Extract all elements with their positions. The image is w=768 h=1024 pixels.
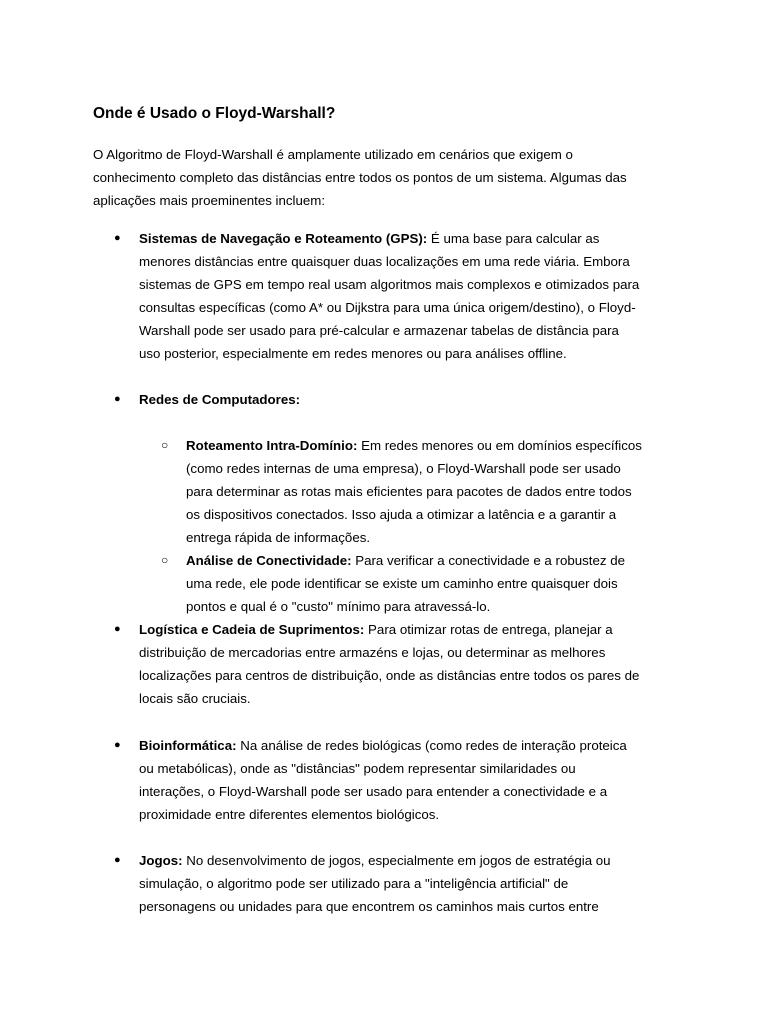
bullet-icon: ● <box>114 854 121 866</box>
list-item-label: Bioinformática: <box>139 738 237 753</box>
page-title: Onde é Usado o Floyd-Warshall? <box>93 105 336 122</box>
list-item-text <box>139 227 699 365</box>
list-item-label: Jogos: <box>139 853 183 868</box>
list-item-line: menores distâncias entre quaisquer duas localizações em uma rede viária. Embora <box>139 254 630 269</box>
list-item-text <box>139 734 699 826</box>
list-item-first-rest: Para verificar a conectividade e a robustez de <box>351 553 626 568</box>
list-item-line: simulação, o algoritmo pode ser utilizado para a "inteligência artificial" de <box>139 876 569 891</box>
bullet-icon: ● <box>114 739 121 751</box>
list-item-text <box>186 549 696 618</box>
list-item-first-rest: Em redes menores ou em domínios específicos <box>357 438 642 453</box>
list-item-line: pontos e qual é o "custo" mínimo para atravessá-lo. <box>186 599 491 614</box>
bullet-icon: ● <box>114 623 121 635</box>
list-item-label: Roteamento Intra-Domínio: <box>186 438 358 453</box>
list-item-first-line <box>186 549 696 572</box>
list-item-text <box>139 618 699 710</box>
list-item-first-rest: Na análise de redes biológicas (como redes de interação proteica <box>236 738 627 753</box>
list-item-line: uma rede, ele pode identificar se existe um caminho entre quaisquer dois <box>186 576 618 591</box>
bullet-icon: ● <box>114 393 121 405</box>
list-item-label: Sistemas de Navegação e Roteamento (GPS): <box>139 231 428 246</box>
list-item-label: Análise de Conectividade: <box>186 553 352 568</box>
bullet-icon: ● <box>114 232 121 244</box>
list-item-line: sistemas de GPS em tempo real usam algoritmos mais complexos e otimizados para <box>139 277 640 292</box>
list-item-first-line <box>139 734 699 757</box>
intro-paragraph <box>93 143 693 212</box>
list-item-line: para determinar as rotas mais eficientes para pacotes de dados entre todos <box>186 484 632 499</box>
intro-line: conhecimento completo das distâncias entre todos os pontos de um sistema. Algumas das <box>93 170 627 185</box>
list-item-first-line <box>186 434 696 457</box>
list-item-line: uso posterior, especialmente em redes menores ou para análises offline. <box>139 346 567 361</box>
list-item-first-rest: É uma base para calcular as <box>427 231 600 246</box>
list-item-line: interações, o Floyd-Warshall pode ser usado para entender a conectividade e a <box>139 784 608 799</box>
list-item-label: Redes de Computadores: <box>139 392 301 407</box>
list-item-line: proximidade entre diferentes elementos biológicos. <box>139 807 440 822</box>
list-item-line: entrega rápida de informações. <box>186 530 371 545</box>
list-item-first-line <box>139 849 699 872</box>
list-item-first-line <box>139 388 699 411</box>
list-item-line: os dispositivos conectados. Isso ajuda a otimizar a latência e a garantir a <box>186 507 617 522</box>
list-item-text <box>139 849 699 918</box>
list-item-line: personagens ou unidades para que encontrem os caminhos mais curtos entre <box>139 899 599 914</box>
list-item-label: Logística e Cadeia de Suprimentos: <box>139 622 365 637</box>
list-item-line: consultas específicas (como A* ou Dijkstra para uma única origem/destino), o Floyd- <box>139 300 636 315</box>
list-item-line: (como redes internas de uma empresa), o Floyd-Warshall pode ser usado <box>186 461 621 476</box>
list-item-line: Warshall pode ser usado para pré-calcular e armazenar tabelas de distância para <box>139 323 619 338</box>
list-item-first-rest: Para otimizar rotas de entrega, planejar a <box>364 622 613 637</box>
list-item-line: localizações para centros de distribuição, onde as distâncias entre todos os pares de <box>139 668 640 683</box>
list-item-first-line <box>139 227 699 250</box>
list-item-text <box>139 388 699 411</box>
list-item-line: distribuição de mercadorias entre armazéns e lojas, ou determinar as melhores <box>139 645 606 660</box>
list-item-first-line <box>139 618 699 641</box>
list-item-first-rest: No desenvolvimento de jogos, especialmente em jogos de estratégia ou <box>182 853 611 868</box>
intro-line: aplicações mais proeminentes incluem: <box>93 193 326 208</box>
intro-line: O Algoritmo de Floyd-Warshall é amplamente utilizado em cenários que exigem o <box>93 147 573 162</box>
hollow-bullet-icon: ○ <box>161 438 169 452</box>
list-item-line: ou metabólicas), onde as "distâncias" podem representar similaridades ou <box>139 761 576 776</box>
list-item-text <box>186 434 696 549</box>
list-item-line: locais são cruciais. <box>139 691 251 706</box>
hollow-bullet-icon: ○ <box>161 553 169 567</box>
